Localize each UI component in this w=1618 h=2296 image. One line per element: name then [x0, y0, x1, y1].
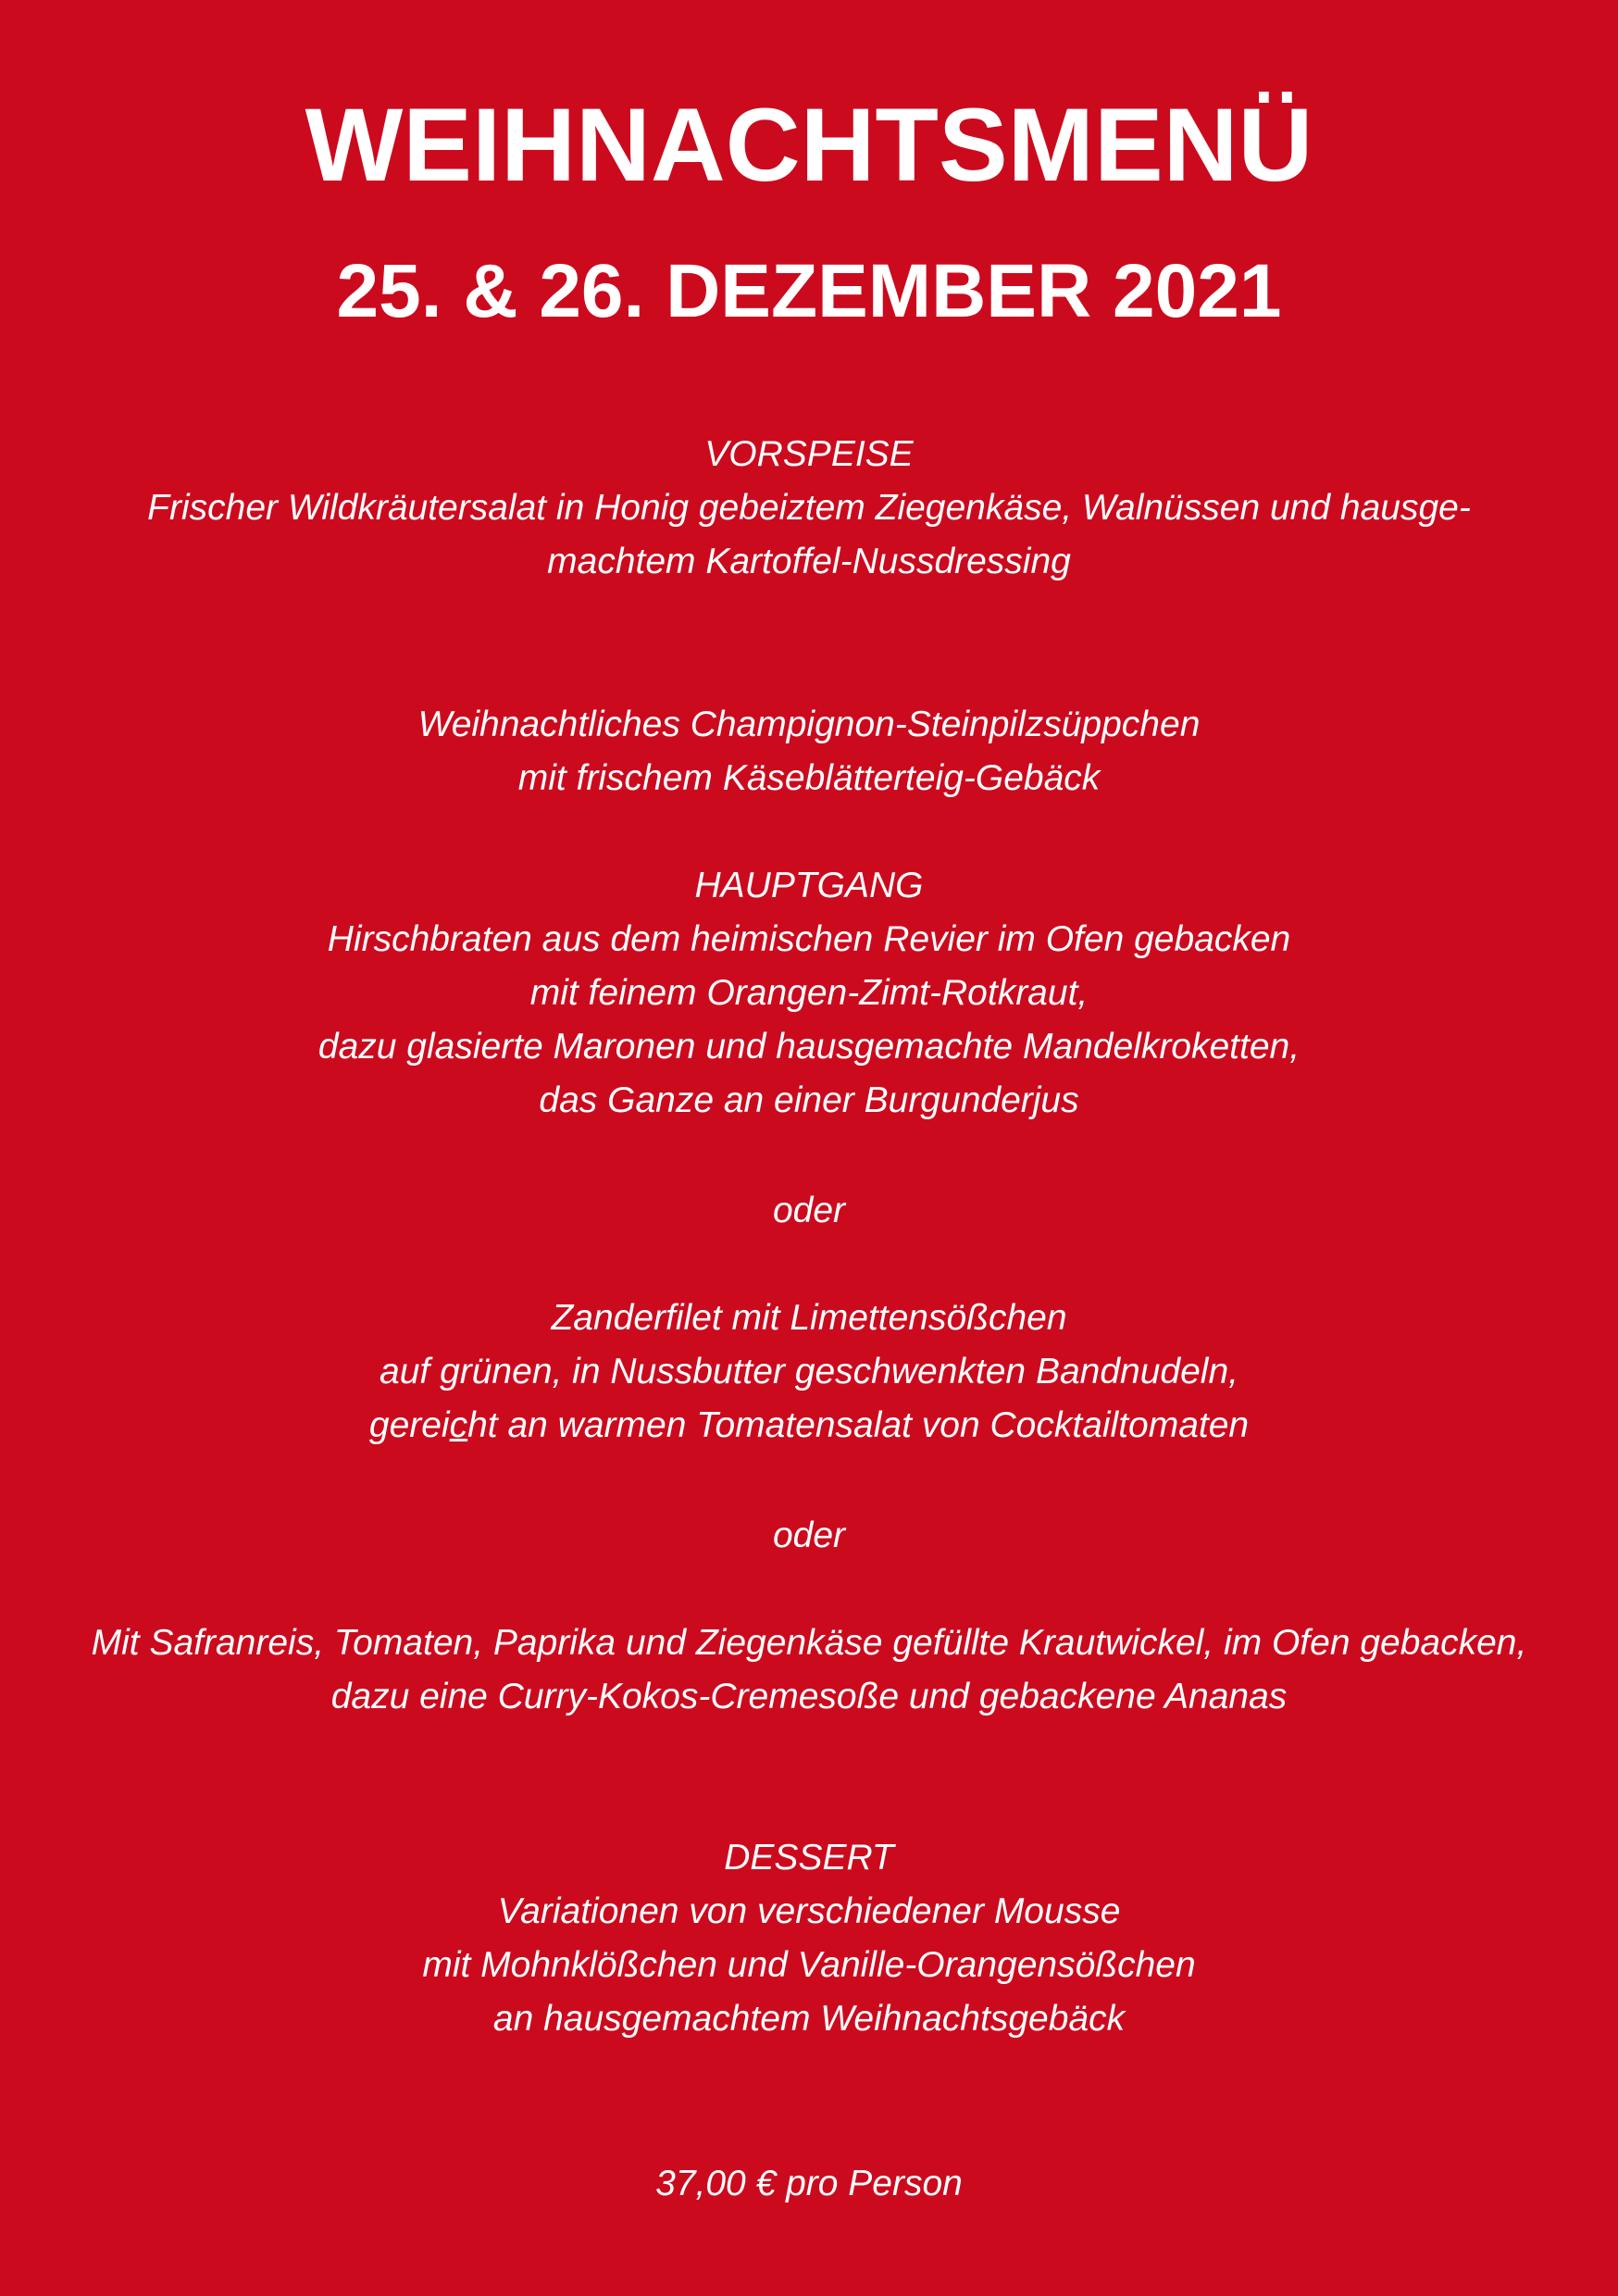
dessert-line-2: mit Mohnklößchen und Vanille-Orangensößchen	[422, 1945, 1196, 1985]
hauptgang-section	[0, 859, 1618, 1128]
menu-date: 25. & 26. DEZEMBER 2021	[336, 249, 1282, 333]
price-label: 37,00 € pro Person	[655, 2164, 963, 2203]
separator-oder-2: oder	[772, 1516, 846, 1555]
dessert-line-3: an hausgemachtem Weihnachtsgebäck	[492, 1999, 1126, 2039]
option2-line3-part-c: ht an warmen Tomatensalat von Cocktailtomaten	[467, 1405, 1250, 1445]
vorspeise-line-1: Frischer Wildkräutersalat in Honig gebeiztem Ziegenkäse, Walnüssen und hausge-	[147, 488, 1471, 528]
vorspeise-heading: VORSPEISE	[704, 434, 914, 474]
dessert-line-1: Variationen von verschiedener Mousse	[497, 1891, 1121, 1931]
suppe-line-2: mit frischem Käseblätterteig-Gebäck	[517, 758, 1101, 798]
hauptgang-option3	[0, 1616, 1618, 1724]
price-section	[0, 2157, 1618, 2211]
separator-2	[0, 1509, 1618, 1563]
hauptgang-option3-line-2: dazu eine Curry-Kokos-Cremesoße und gebackene Ananas	[330, 1677, 1288, 1716]
hauptgang-heading: HAUPTGANG	[694, 866, 924, 905]
separator-oder-1: oder	[772, 1191, 846, 1230]
hauptgang-option3-line-1: Mit Safranreis, Tomaten, Paprika und Ziegenkäse gefüllte Krautwickel, im Ofen gebacken,	[91, 1623, 1527, 1663]
suppe-line-1: Weihnachtliches Champignon-Steinpilzsüppchen	[417, 705, 1201, 744]
hauptgang-option1-line-4: das Ganze an einer Burgunderjus	[539, 1080, 1079, 1120]
hauptgang-option2	[0, 1292, 1618, 1453]
menu-title: WEIHNACHTSMENÜ	[305, 87, 1313, 203]
hauptgang-option1-line-1: Hirschbraten aus dem heimischen Revier im Ofen gebacken	[327, 919, 1291, 959]
hauptgang-option1-line-3: dazu glasierte Maronen und hausgemachte Mandelkroketten,	[317, 1027, 1301, 1067]
hauptgang-option2-line-2: auf grünen, in Nussbutter geschwenkten Bandnudeln,	[380, 1352, 1238, 1391]
option2-line3-underlined-char: c	[449, 1405, 468, 1445]
hauptgang-option2-line-3	[0, 1399, 1618, 1453]
vorspeise-section	[0, 428, 1618, 589]
dessert-section	[0, 1831, 1618, 2046]
hauptgang-option2-line-1: Zanderfilet mit Limettensößchen	[551, 1298, 1067, 1338]
vorspeise-line-2: machtem Kartoffel-Nussdressing	[547, 542, 1071, 581]
hauptgang-option1-line-2: mit feinem Orangen-Zimt-Rotkraut,	[529, 973, 1089, 1013]
dessert-heading: DESSERT	[724, 1838, 894, 1878]
option2-line3-part-a: gerei	[368, 1405, 450, 1445]
suppe-section	[0, 698, 1618, 805]
separator-1	[0, 1184, 1618, 1238]
